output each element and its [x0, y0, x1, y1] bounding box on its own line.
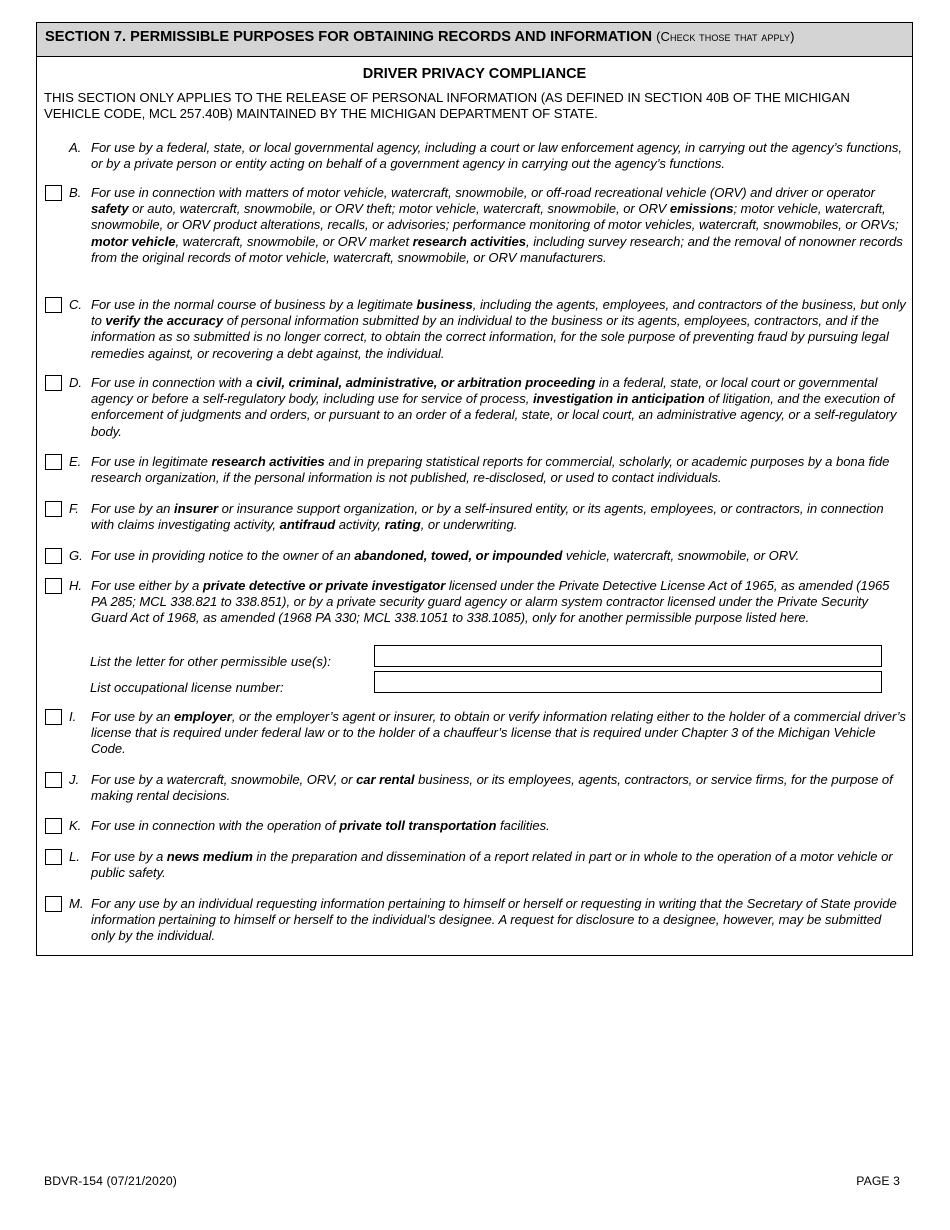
purpose-keyword: safety: [91, 201, 129, 217]
purpose-item: [45, 140, 907, 172]
purpose-keyword: abandoned, towed, or impounded: [354, 548, 563, 563]
section-7-form: [36, 22, 913, 956]
purpose-text-segment: , or underwriting.: [420, 517, 518, 533]
purpose-keyword: motor vehicle: [91, 233, 176, 249]
purpose-checkbox[interactable]: [45, 709, 62, 725]
purpose-checkbox[interactable]: [45, 772, 62, 788]
purpose-text-segment: or auto, watercraft, snowmobile, or ORV theft; motor vehicle, watercraft, snowmobile, or ORV: [128, 201, 670, 217]
purpose-keyword: verify the accuracy: [105, 313, 224, 329]
purpose-text-segment: For use in legitimate: [91, 454, 212, 469]
purpose-text: [91, 849, 907, 881]
purpose-item: [45, 849, 907, 881]
purpose-text: [91, 140, 907, 172]
section-title: SECTION 7. PERMISSIBLE PURPOSES FOR OBTAINING RECORDS AND INFORMATION: [45, 29, 653, 45]
purpose-text: [91, 454, 907, 486]
purpose-text-segment: For use either by a: [91, 578, 203, 593]
purpose-text: [91, 185, 907, 266]
purpose-text: [91, 772, 907, 804]
purpose-keyword: news medium: [166, 849, 253, 864]
purpose-item: [45, 297, 907, 362]
purpose-text: [91, 548, 907, 564]
purpose-checkbox[interactable]: [45, 548, 62, 564]
form-id: BDVR-154 (07/21/2020): [44, 1174, 177, 1188]
purpose-text-segment: , watercraft, snowmobile, or ORV market: [175, 233, 413, 249]
purpose-text: [91, 375, 907, 440]
purpose-keyword: rating: [384, 517, 421, 533]
purpose-text-segment: , including the agents, employees, and contractors of the business, but only to: [91, 297, 906, 329]
purpose-keyword: research activities: [412, 233, 527, 249]
purpose-text-segment: and in preparing statistical reports for commercial, scholarly, or academic purposes by a bona fide research organization, if the personal information is not published, re-disclosed, or used to contact individuals.: [91, 454, 890, 486]
page-number: PAGE 3: [856, 1174, 900, 1188]
purpose-text-segment: of litigation, and the execution of enforcement of judgments and orders, or pursuant to an order of a federal, state, or local court, an administrative agency, or a self-regulatory body.: [91, 391, 897, 439]
purpose-item: [45, 375, 907, 440]
purpose-letter: F.: [69, 501, 79, 516]
purpose-text-segment: in a federal, state, or local court or governmental agency or before a self-regulatory body, including use for service of process,: [91, 375, 878, 407]
purpose-text-segment: business, or its employees, agents, contractors, or service firms, for the purpose of making rental decisions.: [91, 772, 893, 804]
purpose-text-segment: For use in connection with matters of motor vehicle, watercraft, snowmobile, or off-road recreational vehicle (ORV) and driver or operator: [91, 185, 875, 200]
other-uses-label: List the letter for other permissible use(s):: [90, 654, 331, 669]
purpose-text-segment: ; motor vehicle, watercraft, snowmobile, or ORV product alterations, recalls, or advisories; performance monitoring of motor vehicles, watercraft, snowmobiles, or ORVs;: [91, 201, 899, 233]
purpose-keyword: private detective or private investigator: [202, 578, 446, 593]
purpose-checkbox[interactable]: [45, 849, 62, 865]
intro-text: THIS SECTION ONLY APPLIES TO THE RELEASE OF PERSONAL INFORMATION (AS DEFINED IN SECTION 40B OF THE MICHIGAN VEHICLE CODE, MCL 257.40B) MAINTAINED BY THE MICHIGAN DEPARTMENT OF STATE.: [44, 90, 850, 121]
purpose-text-segment: For use by an: [91, 709, 174, 724]
purpose-text-segment: of personal information submitted by an individual to the business or its agents, employees, contractors, and if the information as so submitted is no longer correct, to obtain the correct information, for the sole purpose of preventing fraud by pursuing legal remedies against, or recovering a debt against, the individual.: [91, 313, 889, 361]
purpose-keyword: private toll transportation: [339, 818, 497, 833]
purpose-checkbox[interactable]: [45, 454, 62, 470]
purpose-letter: E.: [69, 454, 82, 469]
purpose-checkbox[interactable]: [45, 185, 62, 201]
purpose-checkbox[interactable]: [45, 578, 62, 594]
purpose-text-segment: For use by an: [91, 501, 174, 516]
purpose-item: [45, 185, 907, 266]
purpose-text-segment: For use by a watercraft, snowmobile, ORV, or: [91, 772, 357, 787]
section-header: [37, 23, 912, 57]
purpose-letter: M.: [69, 896, 84, 911]
purpose-text: [91, 818, 907, 834]
purpose-item: [45, 454, 907, 486]
purpose-checkbox[interactable]: [45, 896, 62, 912]
license-number-input[interactable]: [374, 671, 882, 693]
purpose-keyword: employer: [174, 709, 232, 724]
purpose-text-segment: facilities.: [496, 818, 550, 833]
purpose-item: [45, 501, 907, 533]
purpose-text-segment: or insurance support organization, or by a self-insured entity, or its agents, employees, or contractors, in connection with claims investigating activity,: [91, 501, 884, 533]
purpose-keyword: antifraud: [279, 517, 336, 533]
purpose-checkbox[interactable]: [45, 818, 62, 834]
purpose-keyword: emissions: [669, 201, 734, 217]
purpose-letter: A.: [69, 140, 82, 155]
subtitle: DRIVER PRIVACY COMPLIANCE: [362, 66, 587, 82]
purpose-letter: G.: [69, 548, 83, 563]
purpose-text-segment: , including survey research; and the removal of nonowner records from the original records of motor vehicle, watercraft, snowmobile, or ORV manufacturers.: [91, 233, 903, 265]
license-number-label: List occupational license number:: [90, 680, 284, 695]
other-uses-input[interactable]: [374, 645, 882, 667]
purpose-letter: B.: [69, 185, 82, 200]
purpose-text-segment: activity,: [335, 517, 385, 533]
purpose-item: [45, 896, 907, 945]
purpose-text-segment: vehicle, watercraft, snowmobile, or ORV.: [562, 548, 800, 563]
purpose-text-segment: , or the employer’s agent or insurer, to obtain or verify information relating either to the holder of a commercial driver’s license that is required under federal law or to the holder of a chauffeur’s license that is required under Chapter 3 of the Michigan Vehicle Code.: [91, 709, 906, 757]
purpose-keyword: business: [416, 297, 473, 312]
purpose-keyword: civil, criminal, administrative, or arbitration proceeding: [256, 375, 596, 390]
purpose-text: [91, 896, 907, 945]
purpose-keyword: insurer: [174, 501, 219, 516]
purpose-text-segment: For any use by an individual requesting information pertaining to himself or herself or requesting in writing that the Secretary of State provide information pertaining to himself or herself to the individual’s designee. A request for disclosure to a designee, however, may be submitted only by the individual.: [91, 896, 897, 944]
purpose-letter: K.: [69, 818, 82, 833]
purpose-text-segment: For use by a: [91, 849, 167, 864]
section-hint: (Check those that apply): [656, 29, 795, 44]
purpose-letter: H.: [69, 578, 82, 593]
purpose-keyword: car rental: [356, 772, 415, 787]
purpose-text-segment: For use in providing notice to the owner of an: [91, 548, 355, 563]
purpose-checkbox[interactable]: [45, 375, 62, 391]
purpose-letter: L.: [69, 849, 80, 864]
purpose-letter: J.: [69, 772, 80, 787]
purpose-text-segment: in the preparation and dissemination of a report related in part or in whole to the operation of a motor vehicle or public safety.: [91, 849, 893, 881]
purpose-letter: I.: [69, 709, 77, 724]
purpose-keyword: research activities: [211, 454, 325, 469]
purpose-text-segment: For use by a federal, state, or local governmental agency, including a court or law enforcement agency, in carrying out the agency’s functions, or by a private person or entity acting on behalf of a government agency in carrying out the agency’s functions.: [91, 140, 902, 172]
purpose-item: [45, 578, 907, 627]
purpose-text: [91, 578, 907, 627]
purpose-item: [45, 818, 907, 834]
purpose-keyword: investigation in anticipation: [532, 391, 705, 407]
purpose-checkbox[interactable]: [45, 501, 62, 517]
purpose-item: [45, 548, 907, 564]
purpose-text-segment: For use in connection with a: [91, 375, 257, 390]
purpose-text-segment: licensed under the Private Detective License Act of 1965, as amended (1965 PA 285; MCL 338.821 to 338.851), or by a private security guard agency or alarm system contractor licensed under the Private Security Guard Act of 1968, as amended (1968 PA 330; MCL 338.1051 to 338.1085), only for another permissible purpose listed here.: [91, 578, 890, 626]
purpose-letter: D.: [69, 375, 82, 390]
purpose-text-segment: For use in the normal course of business by a legitimate: [91, 297, 417, 312]
purpose-text: [91, 709, 907, 758]
purpose-text-segment: For use in connection with the operation of: [91, 818, 340, 833]
purpose-checkbox[interactable]: [45, 297, 62, 313]
purpose-item: [45, 709, 907, 758]
purpose-text: [91, 501, 907, 533]
purpose-item: [45, 772, 907, 804]
purpose-letter: C.: [69, 297, 82, 312]
purpose-text: [91, 297, 907, 362]
